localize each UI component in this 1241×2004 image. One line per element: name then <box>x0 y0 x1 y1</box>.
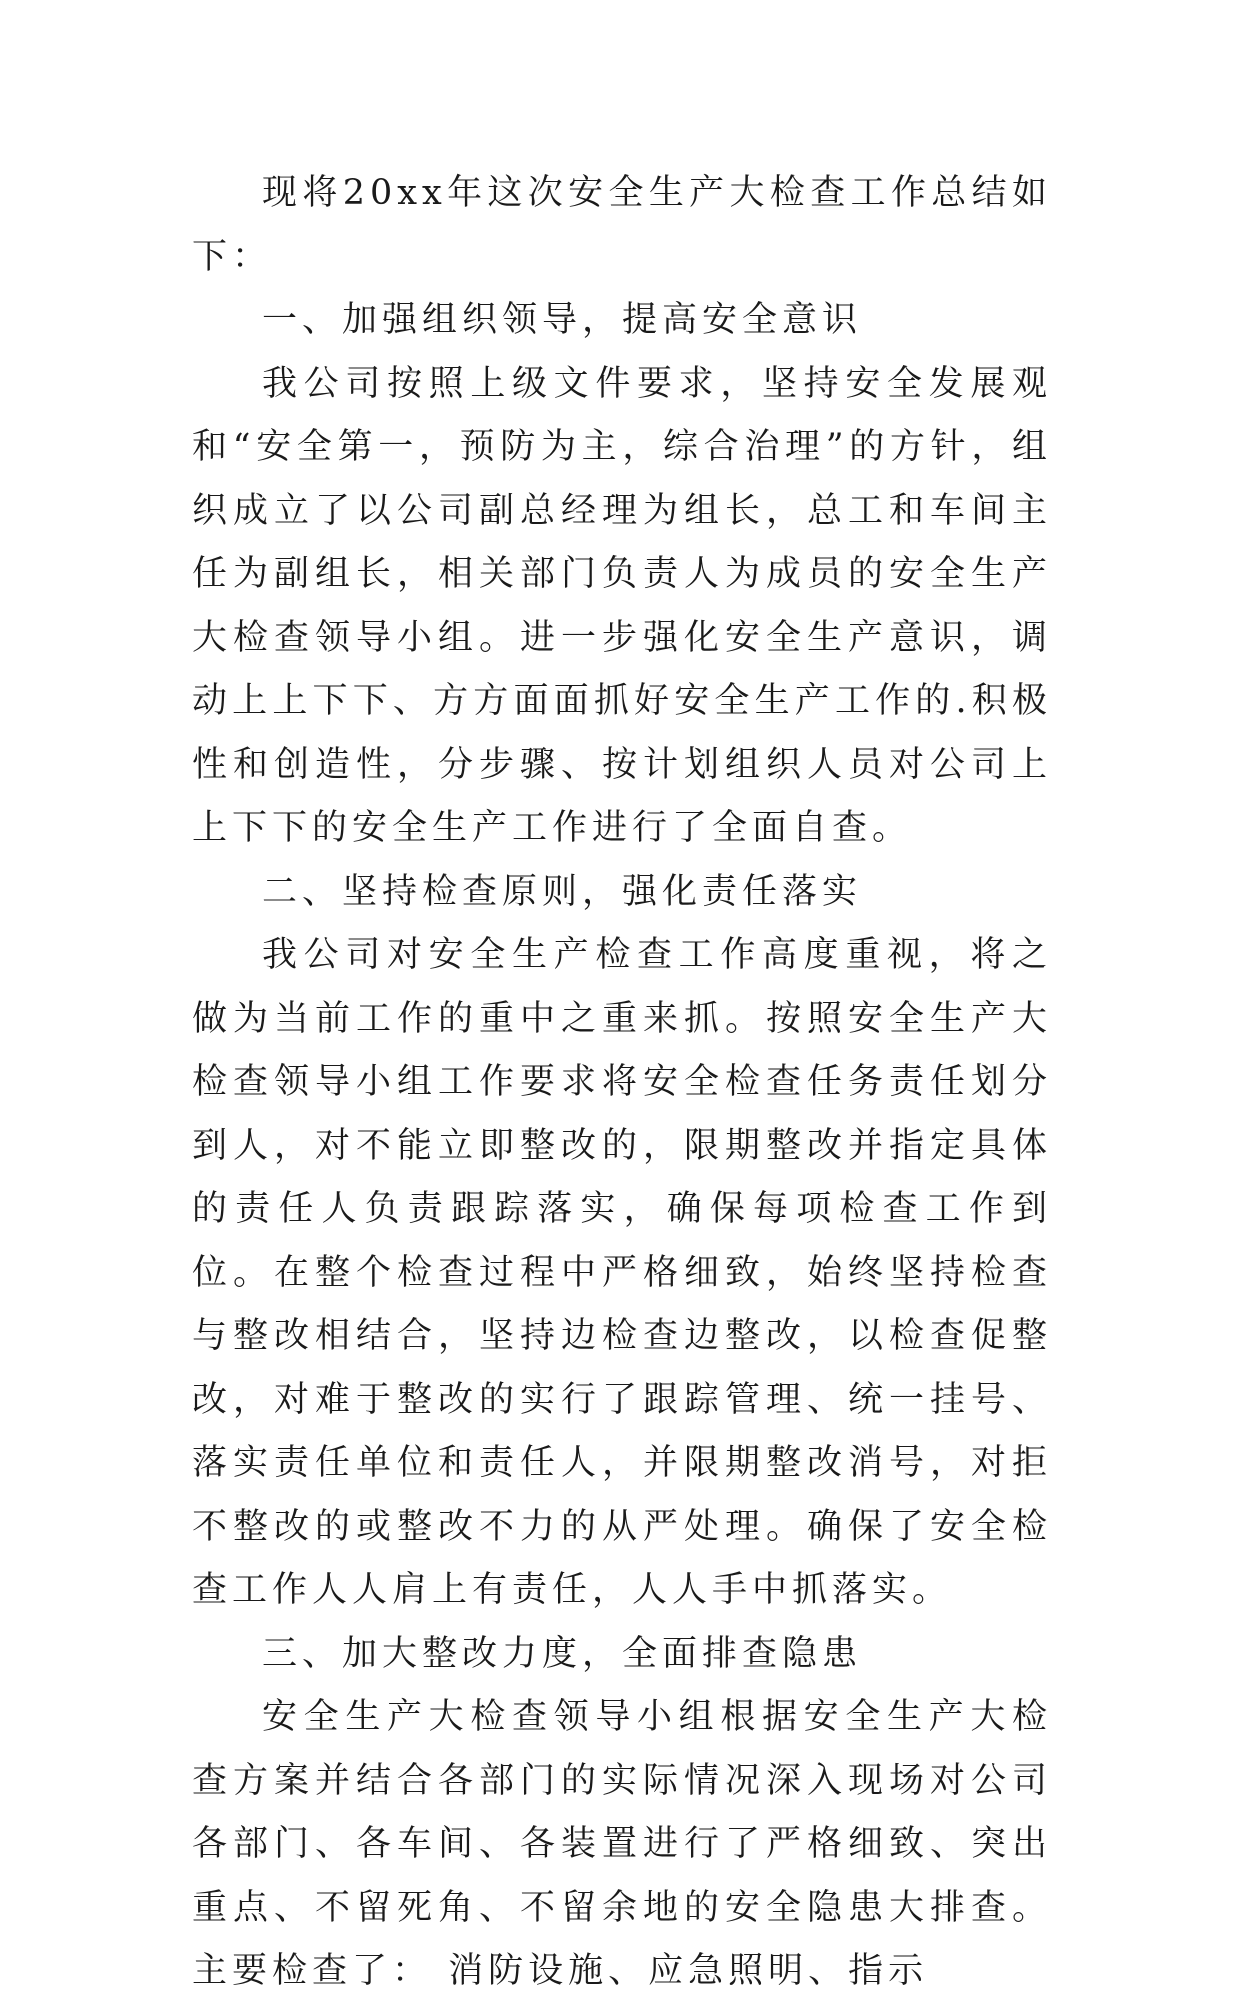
section-3-heading: 三、加大整改力度，全面排查隐患 <box>262 1633 863 1674</box>
section-1-heading: 一、加强组织领导，提高安全意识 <box>262 300 863 340</box>
document-body <box>192 162 1052 2004</box>
intro-paragraph: 现将20xx年这次安全生产大检查工作总结如下： <box>192 173 1052 277</box>
section-3-paragraph: 安全生产大检查领导小组根据安全生产大检查方案并结合各部门的实际情况深入现场对公司各部门、各车间、各装置进行了严格细致、突出重点、不留死角、不留余地的安全隐患大排查。主要检查了： 消防设施、应急照明、指示 <box>192 1697 1052 1991</box>
section-2-paragraph: 我公司对安全生产检查工作高度重视，将之做为当前工作的重中之重来抓。按照安全生产大检查领导小组工作要求将安全检查任务责任划分到人，对不能立即整改的，限期整改并指定具体的责任人负责跟踪落实，确保每项检查工作到位。在整个检查过程中严格细致，始终坚持检查与整改相结合，坚持边检查边整改，以检查促整改，对难于整改的实行了跟踪管理、统一挂号、落实责任单位和责任人，并限期整改消号，对拒不整改的或整改不力的从严处理。确保了安全检查工作人人肩上有责任，人人手中抓落实。 <box>192 935 1052 1610</box>
section-1-paragraph: 我公司按照上级文件要求，坚持安全发展观和“安全第一，预防为主，综合治理”的方针，组织成立了以公司副总经理为组长，总工和车间主任为副组长，相关部门负责人为成员的安全生产大检查领导小组。进一步强化安全生产意识，调动上上下下、方方面面抓好安全生产工作的.积极性和创造性，分步骤、按计划组织人员对公司上上下下的安全生产工作进行了全面自查。 <box>192 363 1052 848</box>
section-2-heading: 二、坚持检查原则，强化责任落实 <box>262 871 863 912</box>
